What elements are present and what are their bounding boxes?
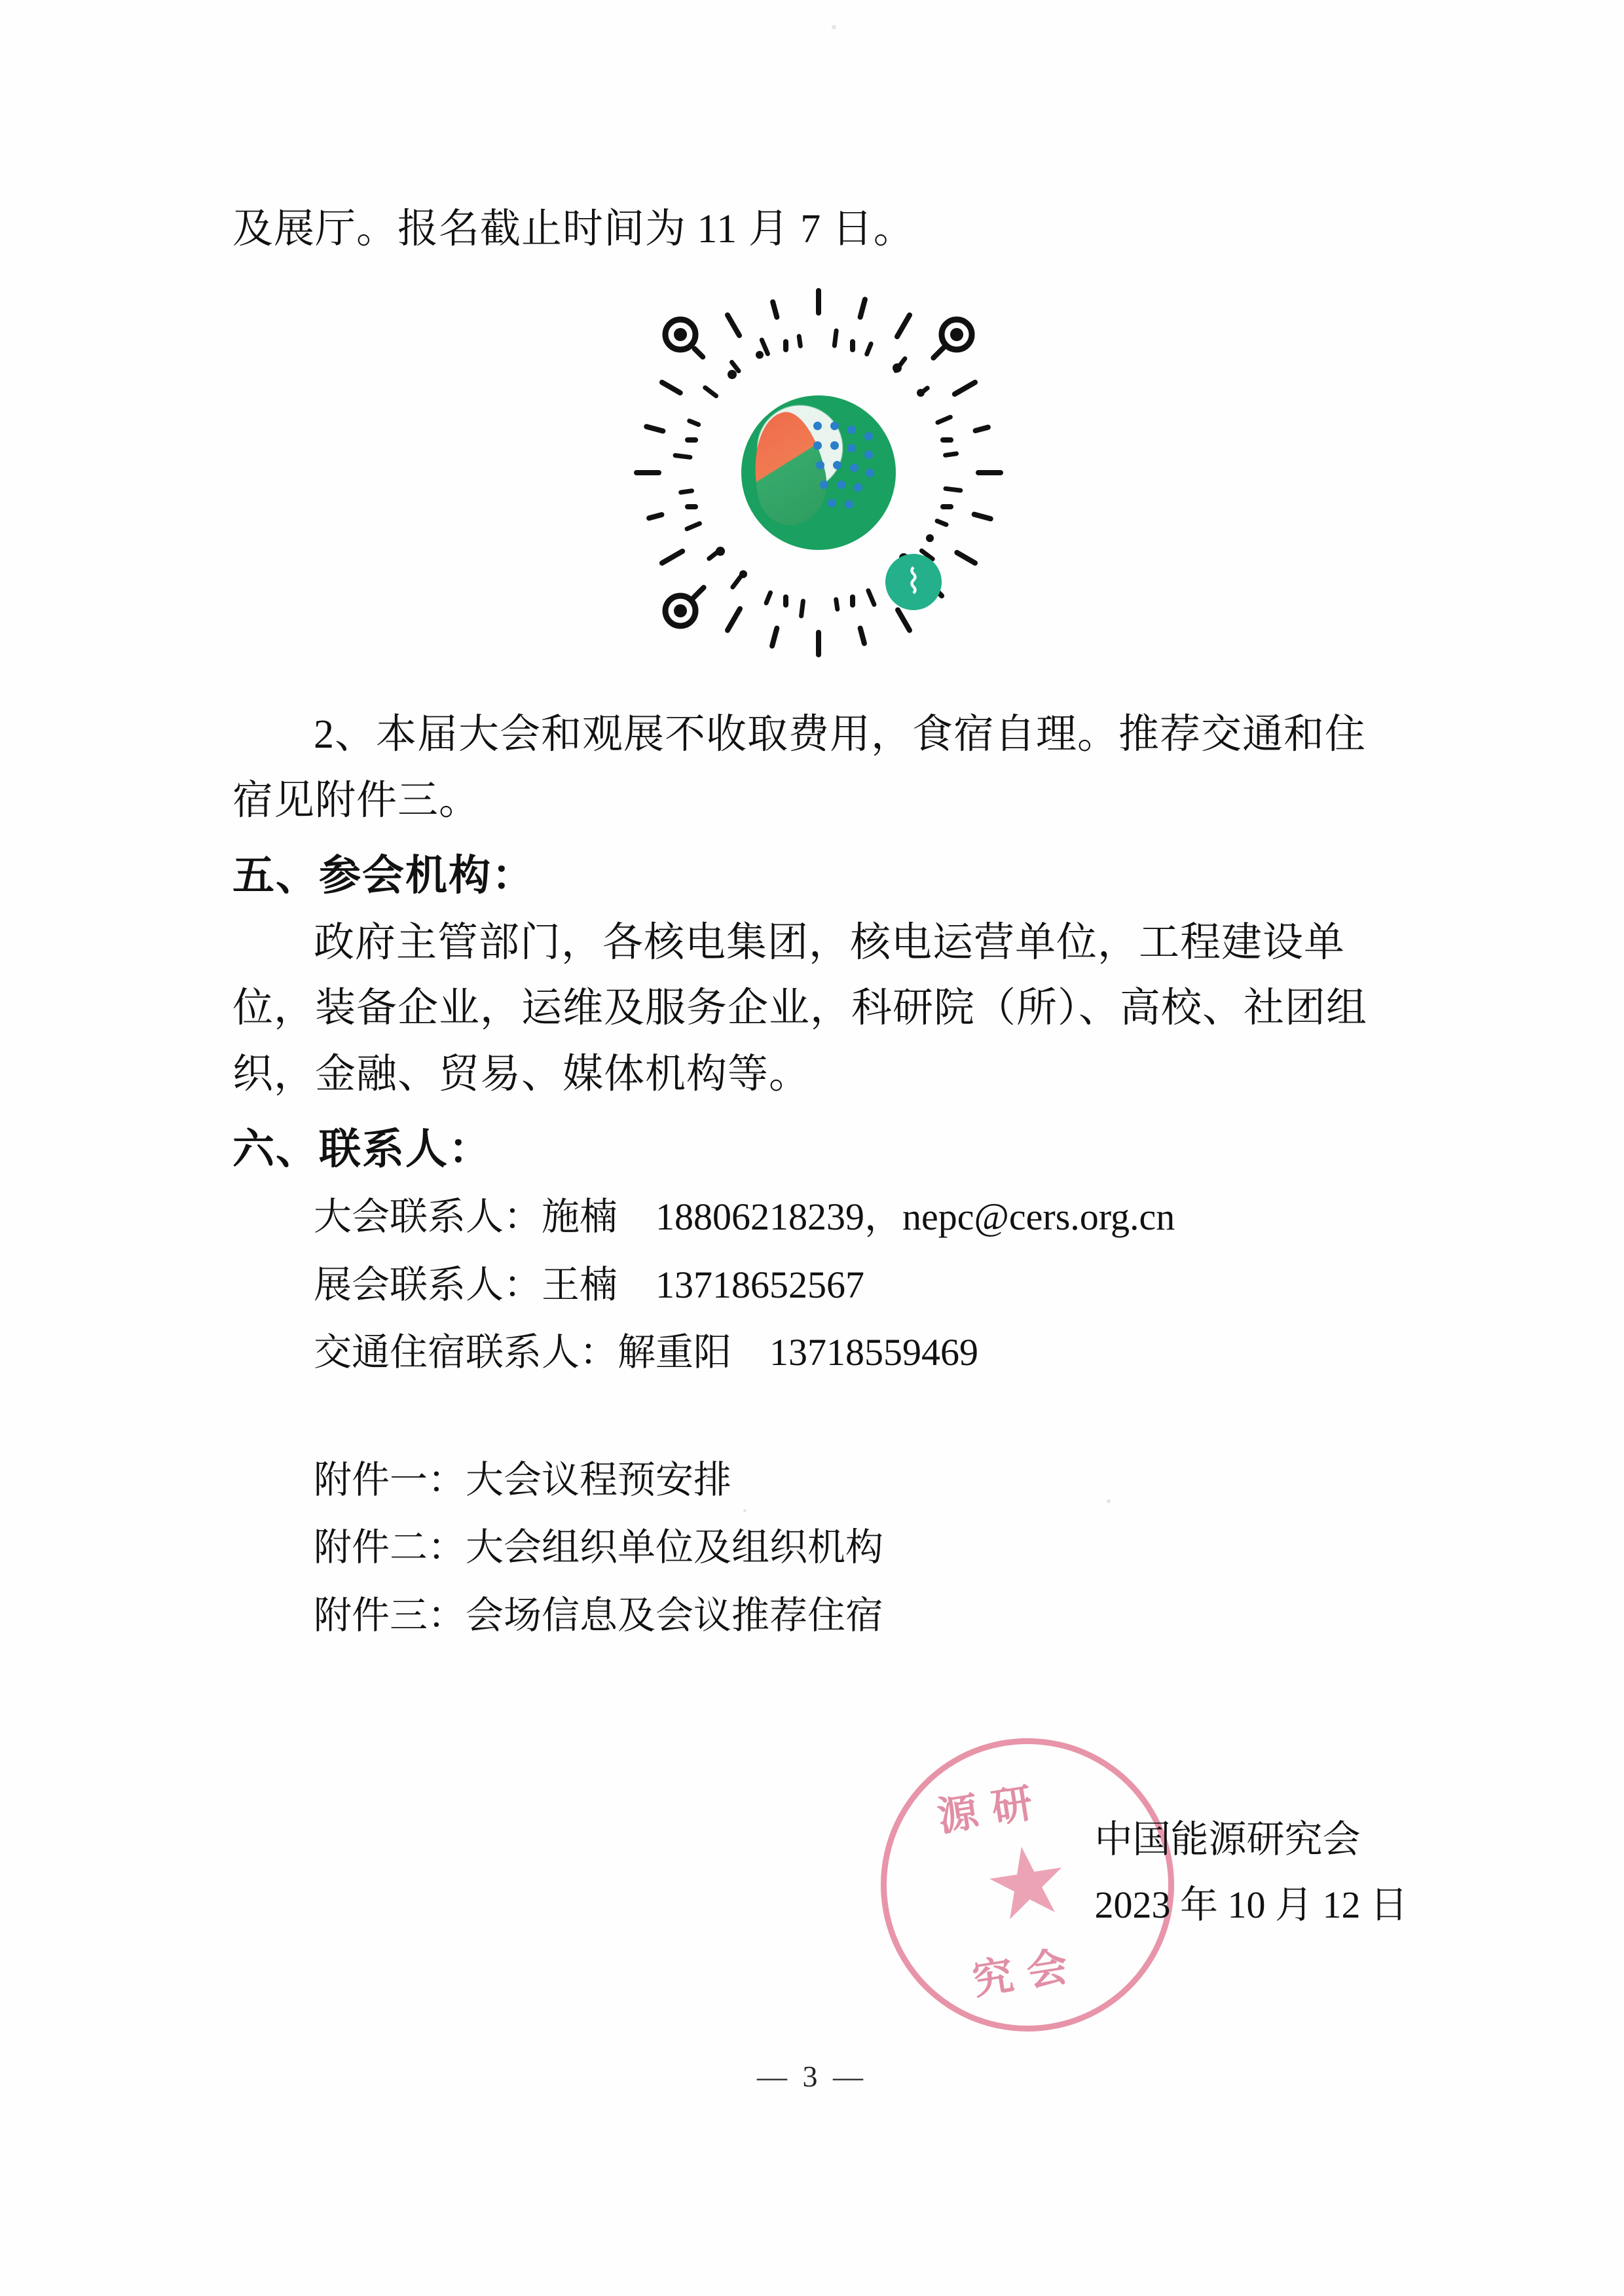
section-heading-contacts: 六、联系人： <box>232 1125 492 1175</box>
seal-star-icon: ★ <box>982 1835 1073 1934</box>
contact-line-conference: 大会联系人：施楠 18806218239，nepc@cers.org.cn <box>314 1195 1175 1239</box>
seal-text-top: 源 研 <box>934 1778 1036 1841</box>
seal-text-bottom: 究 会 <box>969 1942 1071 2005</box>
attachment-line-1: 附件一：大会议程预安排 <box>314 1459 732 1502</box>
signature-organization: 中国能源研究会 <box>1094 1818 1361 1861</box>
top-paragraph: 及展厅。报名截止时间为 11 月 7 日。 <box>232 207 915 251</box>
participants-paragraph: 政府主管部门，各核电集团，核电运营单位，工程建设单位，装备企业，运维及服务企业，科研院（所）、高校、社团组织，金融、贸易、媒体机构等。 <box>232 920 1368 1097</box>
attachment-line-3: 附件三：会场信息及会议推荐住宿 <box>314 1594 884 1637</box>
document-body <box>232 0 1405 1649</box>
fee-paragraph: 2、本届大会和观展不收取费用，食宿自理。推荐交通和住宿见附件三。 <box>232 712 1367 823</box>
contact-line-exhibition: 展会联系人：王楠 13718652567 <box>314 1263 865 1306</box>
qr-center-logo <box>741 395 896 550</box>
section-heading-participants: 五、参会机构： <box>232 852 535 901</box>
signature-block <box>1094 1807 1408 1938</box>
contact-line-transport: 交通住宿联系人：解重阳 13718559469 <box>314 1330 979 1374</box>
wechat-icon: ⌇ <box>885 554 942 610</box>
page-number: — 3 — <box>757 2060 867 2093</box>
attachment-line-2: 附件二：大会组织单位及组织机构 <box>314 1526 884 1569</box>
wechat-qr-code[interactable] <box>622 276 1015 669</box>
signature-date: 2023 年 10 月 12 日 <box>1094 1883 1408 1926</box>
logo-dot-grid <box>813 422 885 520</box>
